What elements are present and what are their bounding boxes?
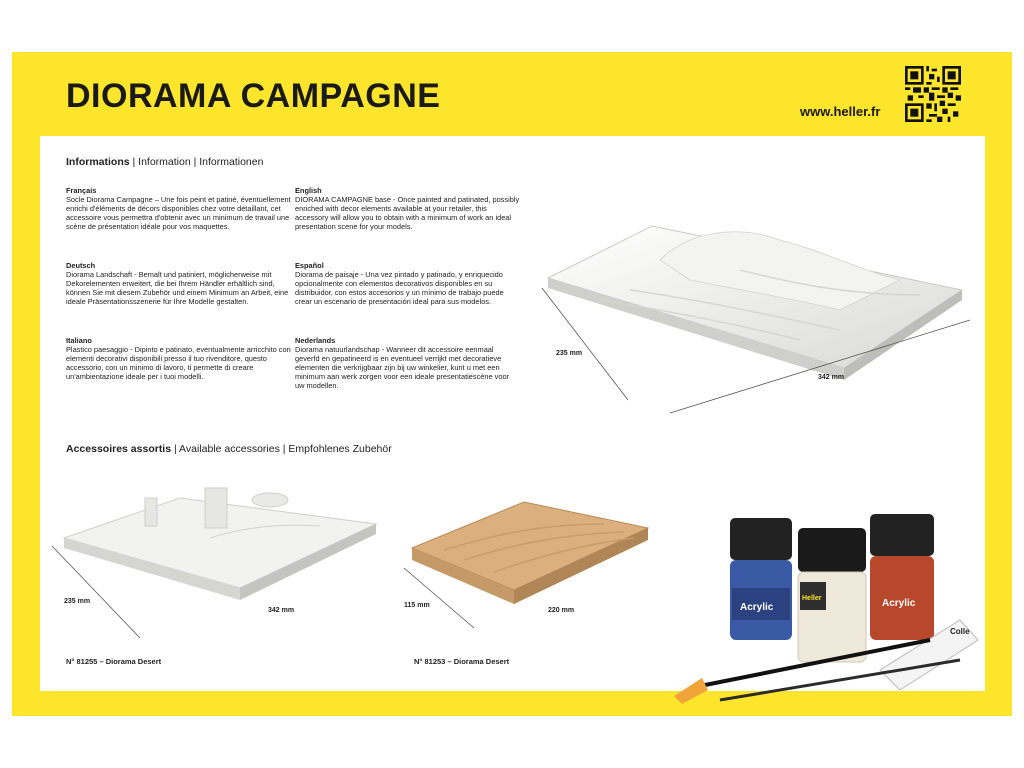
informations-heading-rest: | Information | Informationen	[129, 156, 264, 168]
acc1-caption: N° 81255 – Diorama Desert	[66, 657, 162, 666]
brand-label: Heller	[802, 595, 822, 602]
main-width-label: 342 mm	[818, 374, 845, 381]
lang-text: Plastico paesaggio - Dipinto e patinato, eventualmente arricchito con elementi decorativi disponibili presso il tuo rivenditore, questo accessorio, con un minimo di lavoro, ti permette di creare un'ambientazione ideale per i tuoi modelli.	[66, 345, 291, 382]
diorama-desert-81253-image	[404, 488, 654, 638]
lang-block-deutsch	[66, 261, 291, 306]
lang-block-english	[295, 186, 520, 231]
jar-label: Acrylic	[882, 598, 916, 609]
diorama-campagne-image	[540, 220, 980, 420]
lang-text: Diorama de paisaje - Una vez pintado y patinado, y enriquecido opcionalmente con elementos decorativos disponibles en su distribuidor, con estos accesorios y un mínimo de trabajo puede crear un escenario de presentación ideal para sus modelos.	[295, 270, 504, 307]
informations-heading-bold: Informations	[66, 156, 130, 168]
lang-block-espanol	[295, 261, 520, 306]
acc2-width-label: 220 mm	[548, 607, 575, 614]
accessories-heading	[66, 443, 392, 455]
jar-label: Acrylic	[740, 602, 774, 613]
lang-name: English	[295, 186, 322, 195]
acc1-depth-label: 235 mm	[64, 598, 91, 605]
diorama-desert-81255-image	[60, 478, 380, 648]
informations-heading	[66, 156, 263, 168]
lang-name: Nederlands	[295, 336, 336, 345]
accessories-heading-rest: | Available accessories | Empfohlenes Zubehör	[171, 443, 392, 455]
lang-name: Italiano	[66, 336, 92, 345]
lang-block-nederlands	[295, 336, 520, 391]
qr-code-icon[interactable]	[905, 66, 961, 122]
accessories-heading-bold: Accessoires assortis	[66, 443, 172, 455]
lang-text: Socle Diorama Campagne – Une fois peint et patiné, éventuellement enrichi d'éléments de décors disponibles chez votre détaillant, cet accessoire vous permettra d'obtenir avec un minimum de travail une scène de présentation idéale pour vos maquettes.	[66, 195, 291, 232]
acc2-caption: N° 81253 – Diorama Desert	[414, 657, 510, 666]
lang-block-italiano	[66, 336, 291, 381]
acc1-width-label: 342 mm	[268, 607, 295, 614]
main-depth-label: 235 mm	[556, 350, 583, 357]
website-link[interactable]: www.heller.fr	[800, 104, 881, 119]
glue-label: Colle	[950, 627, 970, 636]
lang-block-francais	[66, 186, 291, 231]
paints-and-brushes-image	[660, 510, 990, 705]
lang-text: Diorama natuurlandschap - Wanneer dit accessoire eenmaal geverfd en gepatineerd is en eventueel verrijkt met decoratieve elementen die verkrijgbaar zijn bij uw winkelier, kunt u met een minimum aan werk zorgen voor een ideale presentatiescène voor uw modellen.	[295, 345, 510, 391]
page-title: DIORAMA CAMPAGNE	[66, 77, 441, 115]
lang-text: Diorama Landschaft - Bemalt und patiniert, möglicherweise mit Dekorelementen erweitert, die bei Ihrem Händler erhältlich sind, können Sie mit diesem Zubehör und einem Minimum an Arbeit, eine ideale Präsentationsszenerie für Ihre Modelle gestalten.	[66, 270, 289, 307]
lang-name: Español	[295, 261, 324, 270]
acc2-depth-label: 115 mm	[404, 602, 430, 609]
lang-name: Français	[66, 186, 97, 195]
lang-text: DIORAMA CAMPAGNE base - Once painted and patinated, possibly enriched with decor elements available at your retailer, this accessory will allow you to obtain with a minimum of work an ideal presentation scene for your models.	[295, 195, 520, 232]
lang-name: Deutsch	[66, 261, 96, 270]
